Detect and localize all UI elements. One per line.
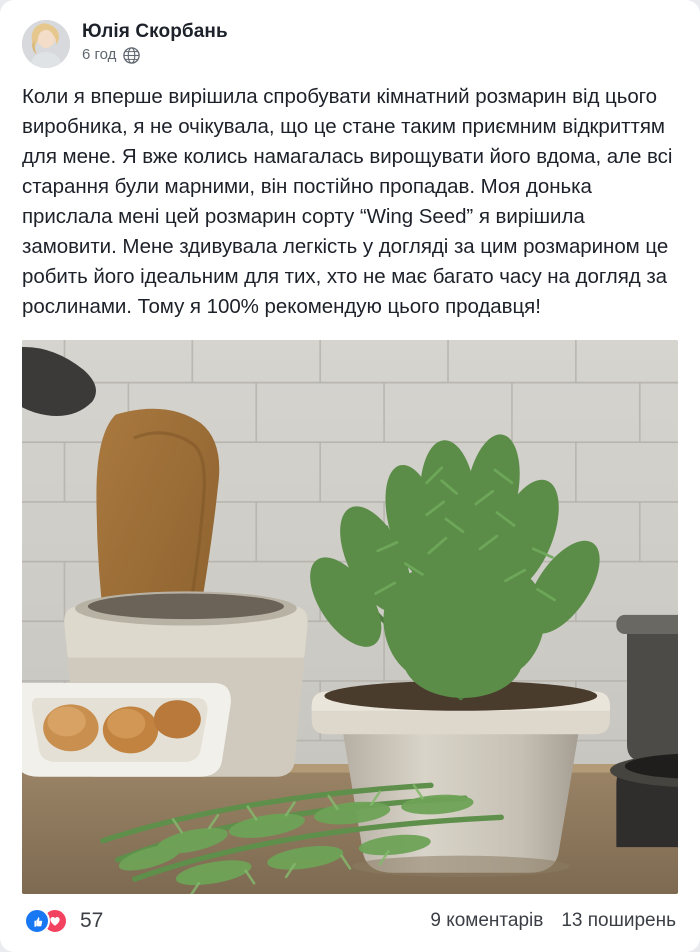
reaction-count: 57 bbox=[80, 909, 104, 932]
avatar[interactable] bbox=[22, 20, 70, 68]
footer-counts bbox=[430, 910, 676, 932]
post-footer bbox=[0, 894, 700, 952]
comments-count[interactable]: 9 коментарів bbox=[430, 910, 544, 931]
post-timestamp[interactable]: 6 год bbox=[82, 46, 117, 63]
shares-count[interactable]: 13 поширень bbox=[561, 910, 676, 931]
post-meta bbox=[82, 46, 228, 64]
globe-icon[interactable] bbox=[123, 47, 140, 64]
author-name[interactable]: Юлія Скорбань bbox=[82, 21, 228, 42]
reactions-summary[interactable] bbox=[24, 908, 103, 934]
thumbs-up-icon bbox=[24, 908, 50, 934]
post-header bbox=[0, 0, 700, 76]
post-image[interactable] bbox=[22, 340, 678, 894]
post-body-text: Коли я вперше вирішила спробувати кімнатний розмарин від цього виробника, я не очікувала, що це стане таким приємним відкриттям для мене. Я вже колись намагалась вирощувати його вдома, але всі старання були марними, він постійно пропадав. Моя донька прислала мені цей розмарин сорту “Wing Seed” я вирішила замовити. Мене здивувала легкість у догляді за цим розмарином це робить його ідеальним для тих, хто не має багато часу на догляд за рослинами. Тому я 100% рекомендую цього продавця! bbox=[22, 85, 679, 318]
reaction-icons bbox=[24, 908, 70, 934]
post-header-text bbox=[82, 20, 228, 64]
